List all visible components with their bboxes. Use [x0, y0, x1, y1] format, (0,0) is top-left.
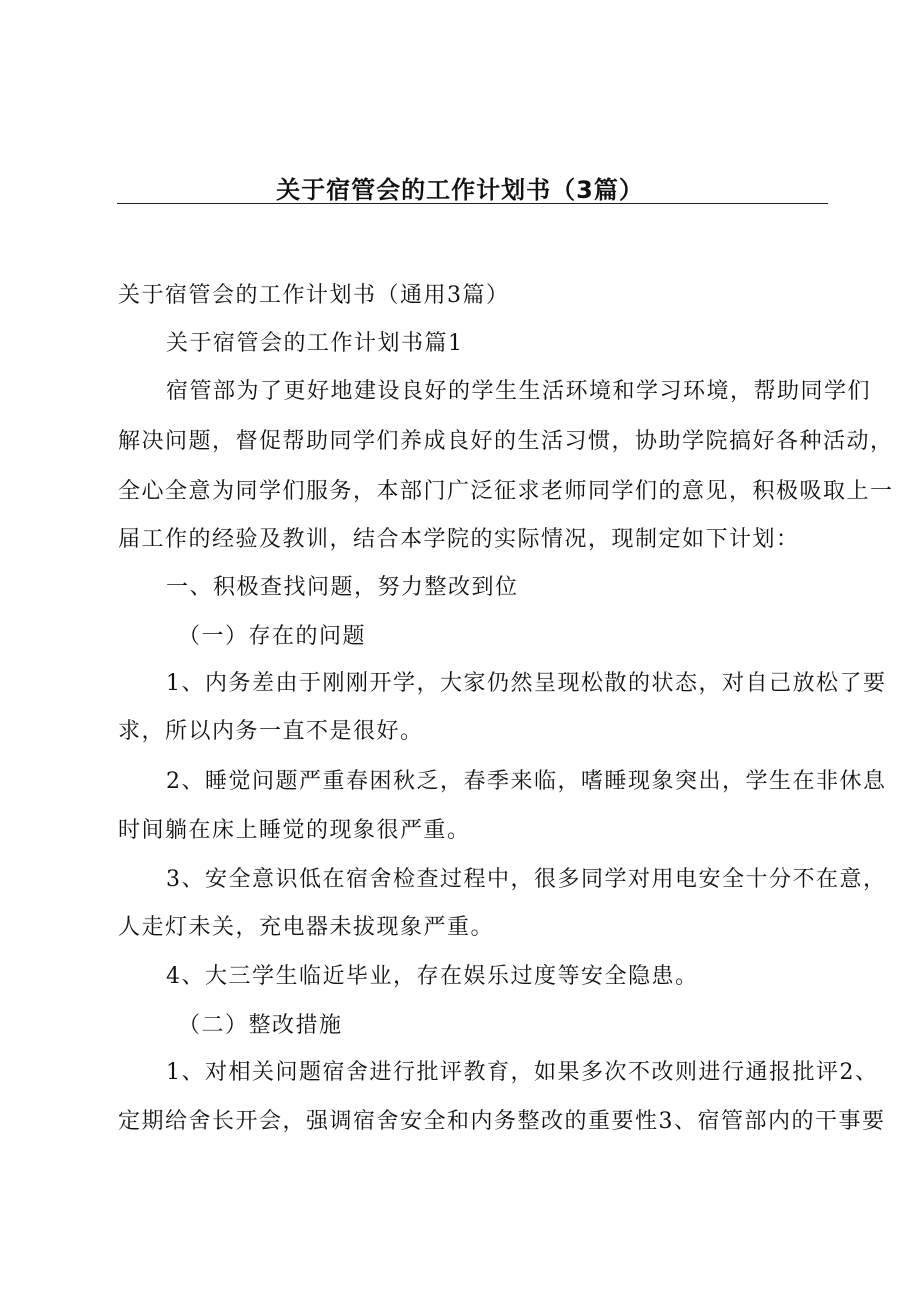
document-subtitle: 关于宿管会的工作计划书（通用3篇）: [118, 283, 510, 308]
paragraph-line: 时间躺在床上睡觉的现象很严重。: [118, 818, 471, 843]
paragraph-line: 定期给舍长开会，强调宿舍安全和内务整改的重要性3、宿管部内的干事要: [118, 1109, 886, 1134]
paragraph-line: 届工作的经验及教训，结合本学院的实际情况，现制定如下计划：: [118, 527, 800, 552]
paragraph-line: 解决问题，督促帮助同学们养成良好的生活习惯，协助学院搞好各种活动，: [118, 429, 894, 454]
title-divider: [117, 203, 828, 204]
subheading-line: （二）整改措施: [178, 1013, 343, 1038]
heading-line: 一、积极查找问题，努力整改到位: [166, 575, 519, 600]
paragraph-line: 3、安全意识低在宿舍检查过程中，很多同学对用电安全十分不在意，: [166, 867, 887, 892]
subheading-line: （一）存在的问题: [178, 624, 367, 649]
paragraph-line: 2、睡觉问题严重春困秋乏，春季来临，嗜睡现象突出，学生在非休息: [166, 769, 887, 794]
paragraph-line: 4、大三学生临近毕业，存在娱乐过度等安全隐患。: [166, 964, 699, 989]
paragraph-line: 宿管部为了更好地建设良好的学生生活环境和学习环境，帮助同学们: [166, 379, 872, 404]
paragraph-line: 1、内务差由于刚刚开学，大家仍然呈现松散的状态，对自己放松了要: [166, 671, 887, 696]
paragraph-line: 全心全意为同学们服务，本部门广泛征求老师同学们的意见，积极吸取上一: [118, 479, 894, 504]
paragraph-line: 求，所以内务一直不是很好。: [118, 719, 424, 744]
document-title: 关于宿管会的工作计划书（3篇）: [276, 176, 644, 204]
paragraph-line: 人走灯未关，充电器未拔现象严重。: [118, 915, 495, 940]
section-heading: 关于宿管会的工作计划书篇1: [166, 331, 464, 356]
paragraph-line: 1、对相关问题宿舍进行批评教育，如果多次不改则进行通报批评2、: [166, 1060, 879, 1085]
